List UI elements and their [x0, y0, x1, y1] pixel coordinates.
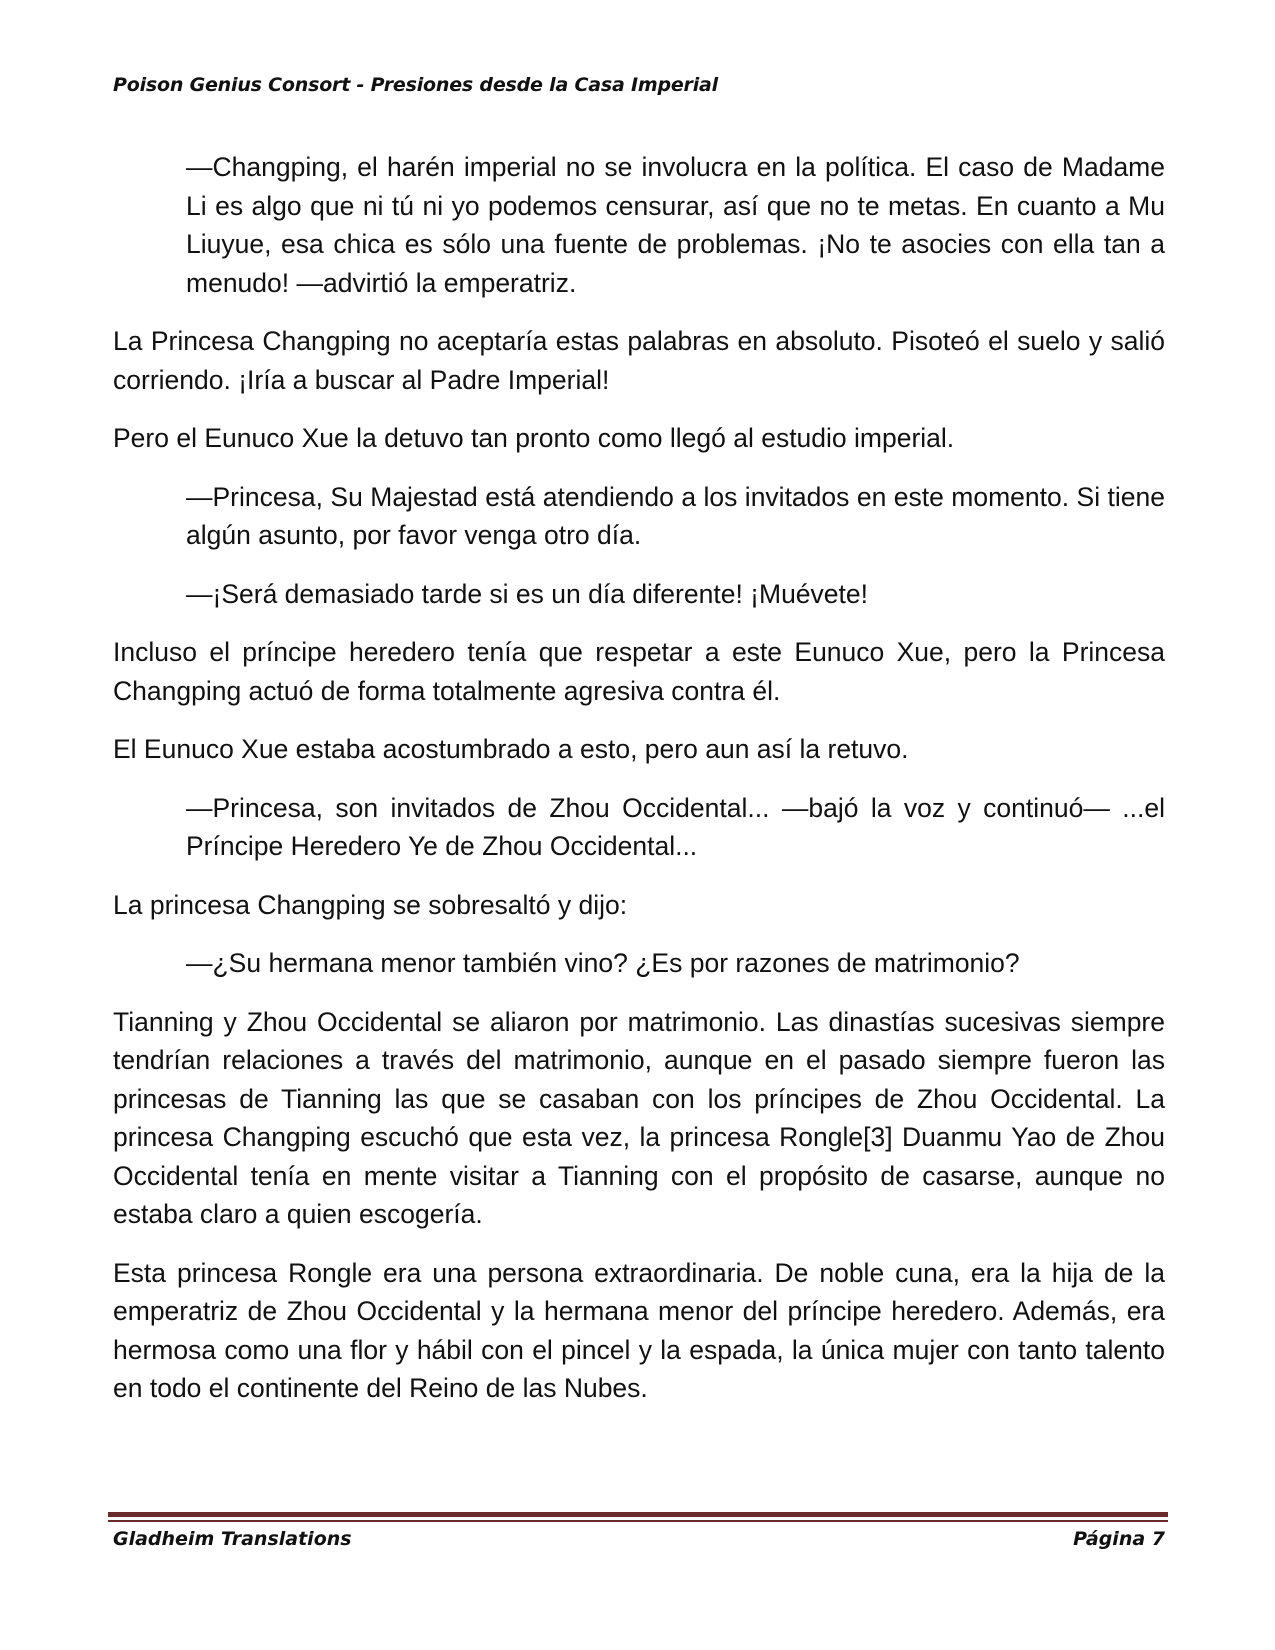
paragraph-4: —Princesa, Su Majestad está atendiendo a los invitados en este momento. Si tiene algún asunto, por favor venga otro día. [186, 481, 1165, 550]
paragraph-9: La princesa Changping se sobresaltó y dijo: [113, 889, 628, 920]
paragraph-5: —¡Será demasiado tarde si es un día diferente! ¡Muévete! [186, 578, 868, 609]
footer-publisher: Gladheim Translations [113, 1528, 352, 1550]
paragraph-12: Esta princesa Rongle era una persona extraordinaria. De noble cuna, era la hija de la emperatriz de Zhou Occidental y la hermana menor del príncipe heredero. Además, era hermosa como una flor y hábil con el pincel y la espada, la única mujer con tanto talento en todo el continente del Reino de las Nubes. [113, 1257, 1165, 1403]
paragraph-2: La Princesa Changping no aceptaría estas palabras en absoluto. Pisoteó el suelo y salió corriendo. ¡Iría a buscar al Padre Imperial! [113, 326, 1165, 395]
paragraph-10: —¿Su hermana menor también vino? ¿Es por razones de matrimonio? [186, 948, 1020, 978]
body-text [113, 148, 1165, 1428]
running-header: Poison Genius Consort - Presiones desde la Casa Imperial [113, 74, 718, 96]
paragraph-3: Pero el Eunuco Xue la detuvo tan pronto como llegó al estudio imperial. [113, 423, 955, 453]
paragraph-7: El Eunuco Xue estaba acostumbrado a esto, pero aun así la retuvo. [113, 734, 909, 764]
footer-page-number: Página 7 [1073, 1528, 1165, 1550]
footer-divider-thick [108, 1512, 1168, 1517]
footer-divider [108, 1512, 1168, 1522]
paragraph-11: Tianning y Zhou Occidental se aliaron por matrimonio. Las dinastías sucesivas siempre tendrían relaciones a través del matrimonio, aunque en el pasado siempre fueron las princesas de Tianning las que se casaban con los príncipes de Zhou Occidental. La princesa Changping escuchó que esta vez, la princesa Rongle[3] Duanmu Yao de Zhou Occidental tenía en mente visitar a Tianning con el propósito de casarse, aunque no estaba claro a quien escogería. [113, 1006, 1165, 1229]
paragraph-8: —Princesa, son invitados de Zhou Occidental... —bajó la voz y continuó— ...el Príncipe Heredero Ye de Zhou Occidental... [186, 792, 1165, 861]
footer-divider-thin [108, 1520, 1168, 1522]
paragraph-6: Incluso el príncipe heredero tenía que respetar a este Eunuco Xue, pero la Princesa Changping actuó de forma totalmente agresiva contra él. [113, 637, 1165, 706]
paragraph-1: —Changping, el harén imperial no se involucra en la política. El caso de Madame Li es algo que ni tú ni yo podemos censurar, así que no te metas. En cuanto a Mu Liuyue, esa chica es sólo una fuente de problemas. ¡No te asocies con ella tan a menudo! —advirtió la emperatriz. [186, 152, 1165, 298]
